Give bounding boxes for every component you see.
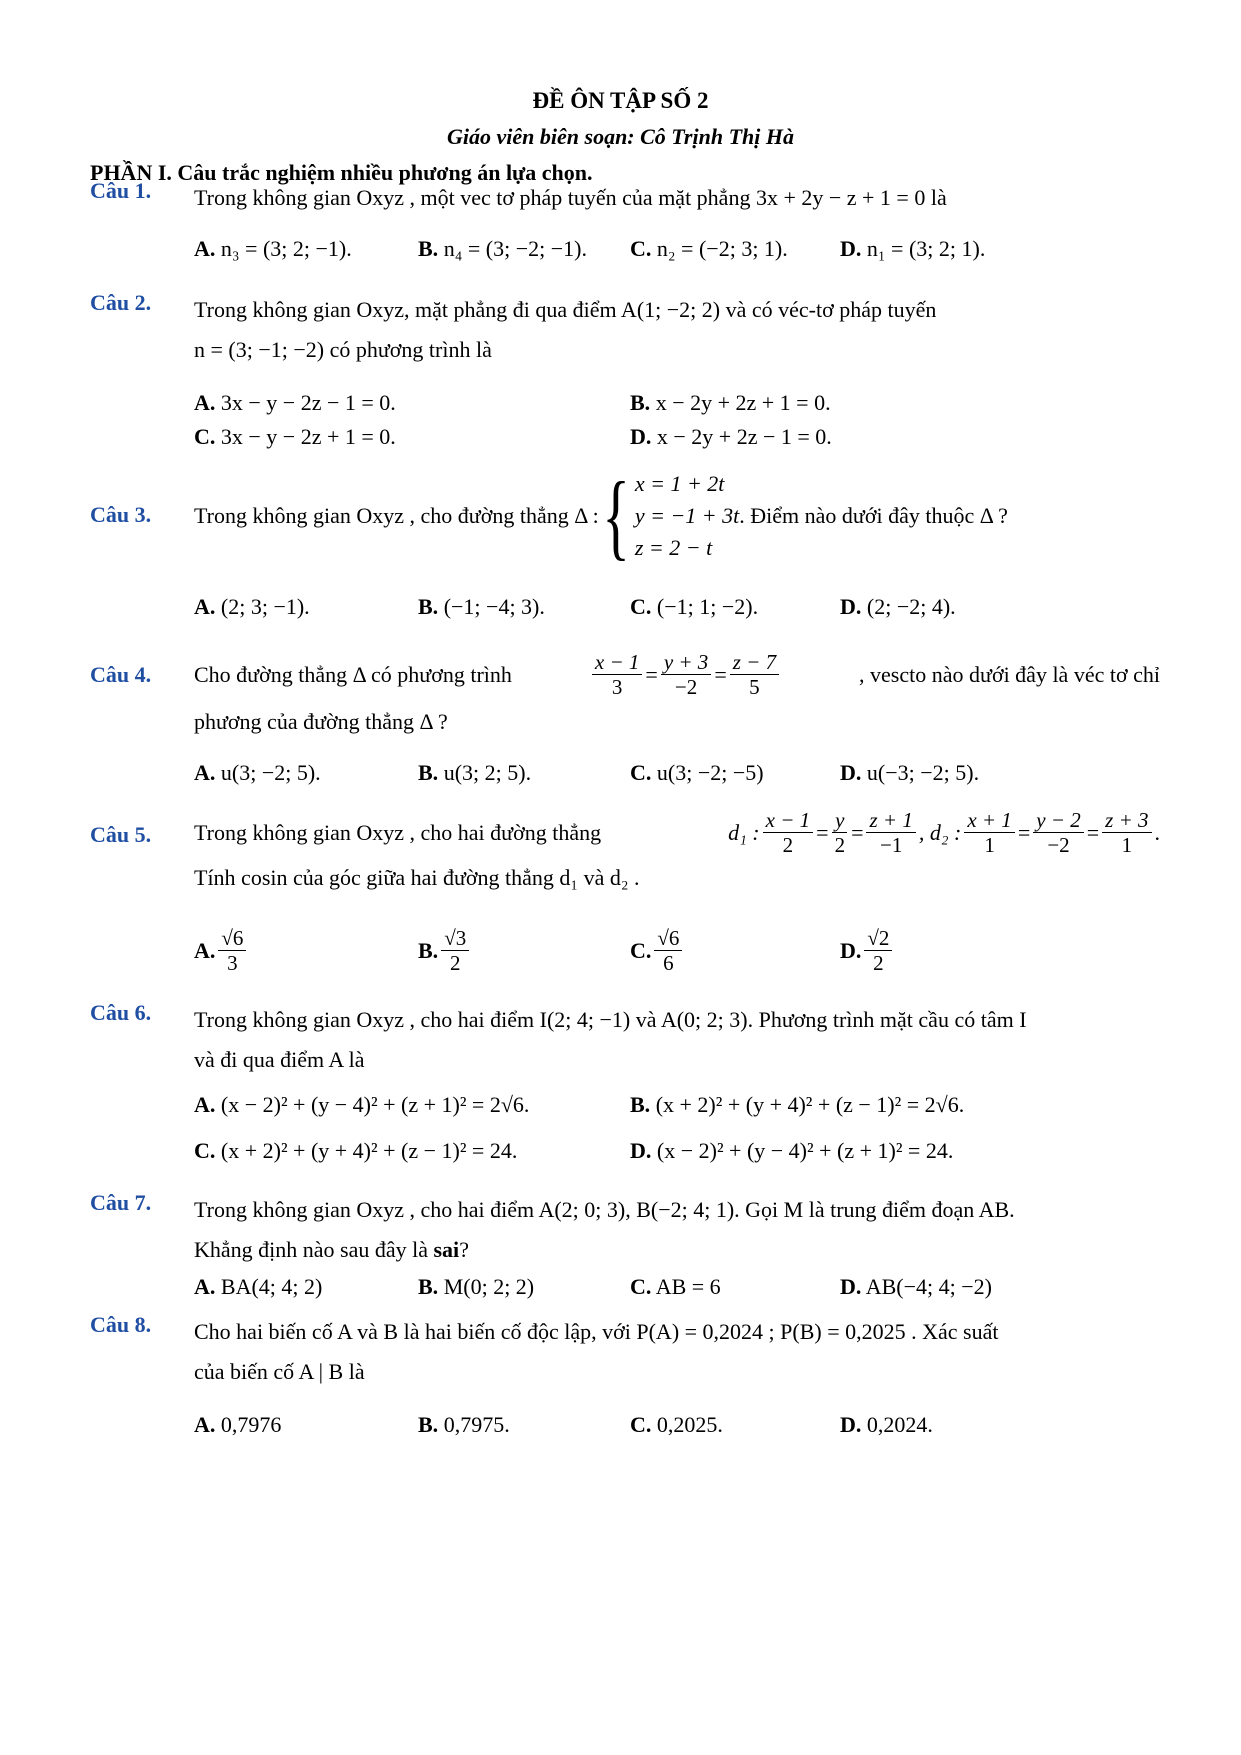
option-d: [840, 594, 956, 620]
option-letter: D.: [840, 760, 862, 785]
fraction: $\frac{√6}{3}$: [218, 926, 246, 975]
question-text-line: n = (3; −1; −2) có phương trình là: [194, 337, 492, 362]
option-b: [418, 236, 587, 262]
question-text-line: Trong không gian Oxyz , cho hai điểm I(2; 4; −1) và A(0; 2; 3). Phương trình mặt cầu có tâm I: [194, 1007, 1027, 1032]
equation-row: z = 2 − t: [634, 535, 713, 560]
option-a: [194, 390, 396, 416]
option-text: n₂ = (−2; 3; 1).: [656, 236, 788, 261]
question-text-line: Cho hai biến cố A và B là hai biến cố độc lập, với P(A) = 0,2024 ; P(B) = 0,2025 . Xác suất: [194, 1319, 999, 1344]
question-text: Trong không gian Oxyz , cho hai đường thẳng d₁ : $\frac{x - 1}{2}$ = $\frac{y}{2}$ = $\frac{z + 1}{-1}$ , d₂ : $\frac{x + 1}{1}$ = $\frac{y - 2}{-2}$ = $\frac{z + 3}{1}$ . Tính cosin của góc giữa hai đường thẳng d₁ và d₂ .: [194, 808, 1160, 890]
question-6: [90, 1000, 1160, 1180]
option-text: AB = 6: [655, 1274, 721, 1299]
equation-system: { x = 1 + 2t y = −1 + 3t z = 2 − t: [601, 462, 740, 569]
option-letter: A.: [194, 937, 216, 963]
fraction: $\frac{y + 3}{-2}$: [661, 650, 712, 699]
option-text: M(0; 2; 2): [443, 1274, 535, 1299]
fraction: $\frac{z + 1}{-1}$: [866, 808, 915, 857]
option-text: u(3; 2; 5).: [443, 760, 532, 785]
option-a: [194, 594, 310, 620]
option-c: [630, 1412, 723, 1438]
fraction: $\frac{x + 1}{1}$: [964, 808, 1015, 857]
question-text-before: Trong không gian Oxyz , cho hai đường thẳng: [194, 819, 602, 845]
option-letter: C.: [630, 1412, 652, 1437]
option-letter: D.: [840, 594, 862, 619]
page-subtitle: Giáo viên biên soạn: Cô Trịnh Thị Hà: [447, 124, 794, 149]
question-2: [90, 290, 1160, 450]
option-d: [840, 236, 985, 262]
option-text: (x − 2)² + (y − 4)² + (z + 1)² = 24.: [656, 1138, 954, 1163]
option-d: [630, 1138, 953, 1164]
question-label: Câu 1.: [90, 178, 152, 203]
question-text: [194, 1190, 1160, 1270]
section-heading: PHẦN I. Câu trắc nghiệm nhiều phương án lựa chọn.: [90, 160, 593, 185]
question-text-after: , vescto nào dưới đây là véc tơ chỉ: [859, 661, 1160, 687]
option-letter: D.: [840, 236, 862, 261]
option-text: 0,7976: [220, 1412, 282, 1437]
fraction: $\frac{x - 1}{3}$: [592, 650, 643, 699]
option-b: [418, 760, 531, 786]
line-d1-label: d₁ :: [728, 819, 760, 845]
option-b: [630, 1092, 964, 1118]
option-letter: C.: [630, 1274, 652, 1299]
option-letter: B.: [418, 760, 439, 785]
question-text-line: Khẳng định nào sau đây là sai?: [194, 1237, 469, 1262]
option-c: [630, 926, 685, 975]
option-text: (−1; −4; 3).: [443, 594, 545, 619]
fraction: $\frac{z + 3}{1}$: [1102, 808, 1151, 857]
option-d: [630, 424, 832, 450]
option-c: [630, 236, 788, 262]
option-letter: A.: [194, 594, 216, 619]
option-letter: B.: [418, 937, 439, 963]
question-text-line: Tính cosin của góc giữa hai đường thẳng d₁ và d₂ .: [194, 865, 640, 890]
option-letter: A.: [194, 1412, 216, 1437]
question-text: [194, 1312, 1160, 1392]
question-text-before: Trong không gian Oxyz , cho đường thẳng Δ :: [194, 503, 599, 528]
option-letter: B.: [630, 390, 651, 415]
option-text: AB(−4; 4; −2): [865, 1274, 992, 1299]
question-1: [90, 178, 1160, 278]
option-b: [418, 1412, 510, 1438]
option-text: n₄ = (3; −2; −1).: [443, 236, 587, 261]
question-label: Câu 3.: [90, 502, 152, 527]
option-letter: D.: [840, 937, 862, 963]
fraction: $\frac{z - 7}{5}$: [730, 650, 779, 699]
option-text: u(−3; −2; 5).: [866, 760, 980, 785]
option-b: [630, 390, 831, 416]
option-text: u(3; −2; −5): [656, 760, 764, 785]
option-a: [194, 926, 249, 975]
question-label: Câu 4.: [90, 662, 152, 687]
option-b: [418, 594, 545, 620]
option-c: [194, 1138, 517, 1164]
fraction: $\frac{y - 2}{-2}$: [1033, 808, 1084, 857]
question-text-line: phương của đường thẳng Δ ?: [194, 709, 448, 734]
question-label: Câu 7.: [90, 1190, 152, 1215]
question-text: [194, 290, 1160, 370]
option-letter: B.: [418, 1412, 439, 1437]
option-c: [630, 594, 758, 620]
question-7: [90, 1190, 1160, 1320]
question-label: Câu 5.: [90, 822, 152, 847]
option-text: x − 2y + 2z − 1 = 0.: [656, 424, 832, 449]
option-text: (2; 3; −1).: [220, 594, 310, 619]
option-c: [194, 424, 396, 450]
option-d: [840, 760, 979, 786]
option-text: 0,7975.: [443, 1412, 510, 1437]
question-label: Câu 8.: [90, 1312, 152, 1337]
question-label: Câu 6.: [90, 1000, 152, 1025]
option-b: [418, 926, 472, 975]
question-text-line: của biến cố A | B là: [194, 1359, 365, 1384]
fraction: $\frac{√3}{2}$: [441, 926, 469, 975]
option-letter: A.: [194, 390, 216, 415]
question-label: Câu 2.: [90, 290, 152, 315]
option-text: n₁ = (3; 2; 1).: [866, 236, 986, 261]
option-c: [630, 1274, 721, 1300]
equation-row: x = 1 + 2t: [634, 471, 725, 496]
option-text: 0,2024.: [866, 1412, 933, 1437]
option-text: (x + 2)² + (y + 4)² + (z − 1)² = 2√6.: [655, 1092, 965, 1117]
option-a: [194, 1274, 322, 1300]
question-text-after: . Điểm nào dưới đây thuộc Δ ?: [739, 503, 1008, 528]
option-letter: D.: [840, 1274, 862, 1299]
option-text: BA(4; 4; 2): [220, 1274, 323, 1299]
option-text: (−1; 1; −2).: [656, 594, 759, 619]
option-d: [840, 1412, 933, 1438]
fraction: $\frac{√2}{2}$: [864, 926, 892, 975]
option-letter: D.: [630, 424, 652, 449]
fraction: $\frac{√6}{6}$: [654, 926, 682, 975]
option-letter: B.: [418, 1274, 439, 1299]
option-letter: C.: [630, 594, 652, 619]
line-d2-label: , d₂ :: [918, 819, 962, 845]
option-letter: C.: [630, 937, 652, 963]
option-d: [840, 926, 895, 975]
emphasis-word: sai: [433, 1237, 460, 1262]
option-text: 3x − y − 2z − 1 = 0.: [220, 390, 396, 415]
question-4: [90, 650, 1160, 800]
question-8: [90, 1312, 1160, 1452]
fraction: $\frac{y}{2}$: [832, 808, 849, 857]
question-text-line: Trong không gian Oxyz, mặt phẳng đi qua điểm A(1; −2; 2) và có véc-tơ pháp tuyến: [194, 297, 937, 322]
question-text: [194, 462, 1160, 569]
option-text: (x + 2)² + (y + 4)² + (z − 1)² = 24.: [220, 1138, 518, 1163]
equation-row: y = −1 + 3t: [634, 503, 740, 528]
option-text: u(3; −2; 5).: [220, 760, 321, 785]
option-text: (2; −2; 4).: [866, 594, 956, 619]
option-c: [630, 760, 764, 786]
question-3: [90, 462, 1160, 658]
option-letter: C.: [194, 1138, 216, 1163]
option-a: [194, 1412, 281, 1438]
question-text-before: Cho đường thẳng Δ có phương trình: [194, 661, 512, 687]
option-text: n₃ = (3; 2; −1).: [220, 236, 352, 261]
option-a: [194, 1092, 529, 1118]
option-letter: C.: [194, 424, 216, 449]
option-text: 0,2025.: [656, 1412, 723, 1437]
option-letter: A.: [194, 236, 216, 261]
option-letter: A.: [194, 1092, 216, 1117]
option-letter: C.: [630, 236, 652, 261]
option-text: x − 2y + 2z + 1 = 0.: [655, 390, 831, 415]
option-letter: D.: [630, 1138, 652, 1163]
question-text: Trong không gian Oxyz , một vec tơ pháp tuyến của mặt phẳng 3x + 2y − z + 1 = 0 là: [194, 185, 947, 210]
question-text-line: Trong không gian Oxyz , cho hai điểm A(2; 0; 3), B(−2; 4; 1). Gọi M là trung điểm đoạn AB.: [194, 1197, 1015, 1222]
option-text: (x − 2)² + (y − 4)² + (z + 1)² = 2√6.: [220, 1092, 530, 1117]
page-title: ĐỀ ÔN TẬP SỐ 2: [532, 88, 709, 113]
question-text: Cho đường thẳng Δ có phương trình $\frac{x - 1}{3}$ = $\frac{y + 3}{-2}$ = $\frac{z - 7}{5}$ , vescto nào dưới đây là véc tơ chỉ phương của đường thẳng Δ ?: [194, 650, 1160, 734]
question-text-line: và đi qua điểm A là: [194, 1047, 365, 1072]
option-d: [840, 1274, 992, 1300]
question-text: [194, 1000, 1160, 1080]
option-letter: D.: [840, 1412, 862, 1437]
option-letter: B.: [418, 236, 439, 261]
fraction: $\frac{x - 1}{2}$: [763, 808, 814, 857]
option-a: [194, 760, 321, 786]
option-letter: A.: [194, 760, 216, 785]
question-5: [90, 808, 1160, 988]
option-b: [418, 1274, 534, 1300]
option-letter: B.: [418, 594, 439, 619]
option-a: [194, 236, 352, 262]
option-letter: B.: [630, 1092, 651, 1117]
option-letter: A.: [194, 1274, 216, 1299]
option-text: 3x − y − 2z + 1 = 0.: [220, 424, 396, 449]
option-letter: C.: [630, 760, 652, 785]
